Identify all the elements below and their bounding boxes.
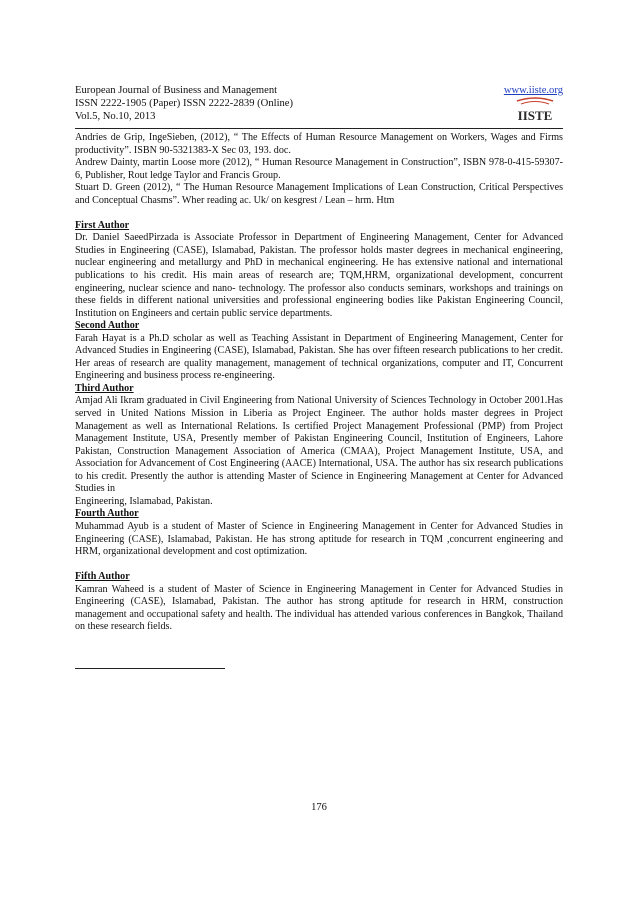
author-heading-fourth: Fourth Author	[75, 508, 139, 520]
author-bio-second: Farah Hayat is a Ph.D scholar as well as Teaching Assistant in Department of Engineering Management, Center for Advanced Studies in Engineering (CASE), Islamabad, Pakistan. She has over fifteen research publications to her credit. Her areas of research are quality management, management of technical organizations, computer and IT, Concurrent Engineering and business process re-engineering.	[75, 332, 563, 382]
article-body	[75, 132, 563, 634]
author-bio-first: Dr. Daniel SaeedPirzada is Associate Professor in Department of Engineering Management, Center for Advanced Studies in Engineering (CASE), Islamabad, Pakistan. The professor holds master degrees in mechanical engineering, nuclear engineering and metallurgy and PhD in mechanical engineering. He has extensive national and international publications to his credit. His main areas of research are; TQM,HRM, organizational development, concurrent engineering, nuclear science and nano- technology. The professor also conducts seminars, workshops and trainings on these fields in different national universities and professional engineering bodies like Pakistan Engineering Council, Institution on Engineers and certain public service departments.	[75, 232, 563, 319]
logo-text: IISTE	[517, 108, 553, 123]
author-bio-fifth: Kamran Waheed is a student of Master of Science in Engineering Management in Center for Advanced Studies in Engineering (CASE), Islamabad, Pakistan. The author has strong aptitude for research in HRM, construction management and occupational safety and health. The individual has attended various conferences in Bangkok, Thailand on these research fields.	[75, 583, 563, 633]
reference-entry: Andries de Grip, IngeSieben, (2012), “ The Effects of Human Resource Management on Workers, Wages and Firms productivity”. ISBN 90-5321383-X Sec 03, 193. doc.	[75, 132, 563, 156]
journal-header	[75, 84, 563, 123]
author-bio-third: Amjad Ali Ikram graduated in Civil Engineering from National University of Sciences Technology in October 2001.Has served in United Nations Mission in Liberia as Project Engineer. The author holds master degrees in Project Management as well as International Relations. Is certified Project Management Professional (PMP) from Project Management Institute, USA, Presently member of Pakistan Engineering Council, Institution of Engineers, Lahore Pakistan, Construction Management Association of America (CMAA), Project Management Institute, USA, and Association for Advancement of Cost Engineering (AACE) International, USA. The author has six research publications to his credit. Presently the author is attending Master of Science in Engineering Management at Center for Advanced Studies in	[75, 395, 563, 495]
reference-entry: Stuart D. Green (2012), “ The Human Resource Management Implications of Lean Construction, Critical Perspectives and Conceptual Chasms”. Wher reading ac. Uk/ on kesgrest / Lean – hrm. Htm	[75, 182, 563, 206]
footnote-rule	[75, 668, 225, 669]
reference-entry: Andrew Dainty, martin Loose more (2012), “ Human Resource Management in Construction”, ISBN 978-0-415-59307-6, Publisher, Rout ledge Taylor and Francis Group.	[75, 157, 563, 181]
journal-url-link[interactable]: www.iiste.org	[503, 85, 563, 96]
journal-volume: Vol.5, No.10, 2013	[75, 111, 156, 122]
author-heading-first: First Author	[75, 219, 130, 231]
journal-issn: ISSN 2222-1905 (Paper) ISSN 2222-2839 (Online)	[75, 98, 294, 109]
author-heading-fifth: Fifth Author	[75, 571, 130, 583]
iiste-logo-icon	[513, 97, 557, 125]
header-rule	[75, 128, 563, 129]
author-heading-second: Second Author	[75, 320, 140, 332]
author-bio-third-continued: Engineering, Islamabad, Pakistan.	[75, 495, 213, 507]
author-bio-fourth: Muhammad Ayub is a student of Master of Science in Engineering Management in Center for Advanced Studies in Engineering (CASE), Islamabad, Pakistan. He has strong aptitude for research in TQM ,concurrent engineering and HRM, organizational development and cost optimization.	[75, 520, 563, 558]
page-number: 176	[311, 802, 327, 813]
journal-title: European Journal of Business and Management	[75, 85, 278, 96]
author-heading-third: Third Author	[75, 382, 134, 394]
